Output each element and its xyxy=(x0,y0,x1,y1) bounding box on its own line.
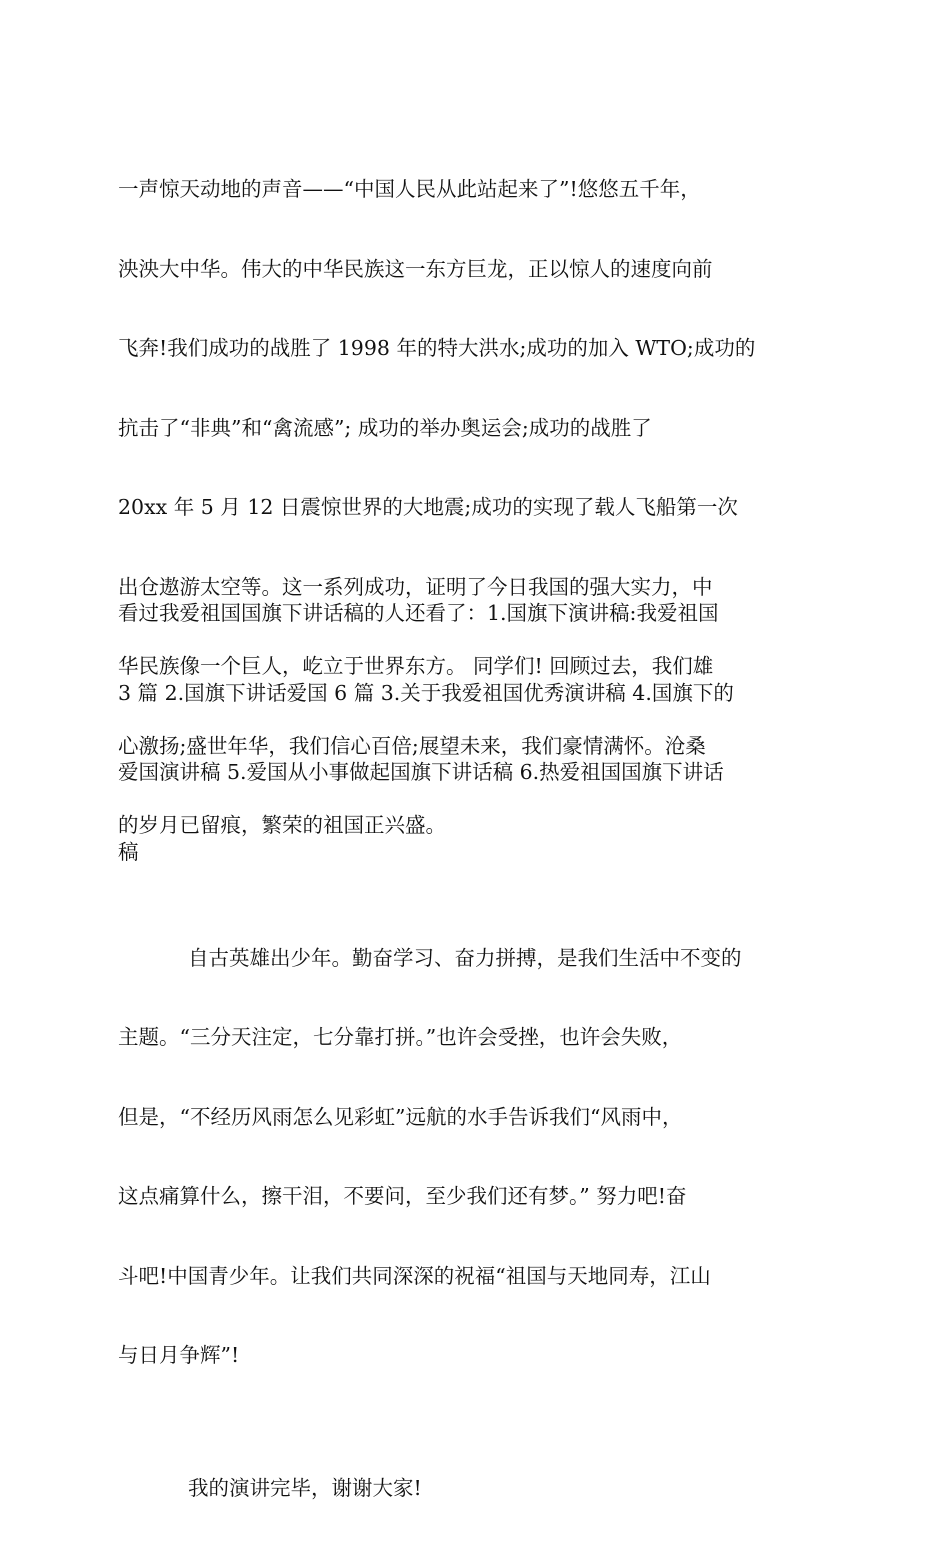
related-articles xyxy=(118,547,818,918)
text-line: 这点痛算什么，擦干泪，不要问，至少我们还有梦。” 努力吧!奋 xyxy=(118,1183,818,1210)
text-line: 飞奔!我们成功的战胜了 1998 年的特大洪水;成功的加入 WTO;成功的 xyxy=(118,335,818,362)
text-line: 但是，“不经历风雨怎么见彩虹”远航的水手告诉我们“风雨中， xyxy=(118,1104,818,1131)
text-line: 主题。“三分天注定，七分靠打拼。”也许会受挫，也许会失败， xyxy=(118,1024,818,1051)
text-line: 华民族像一个巨人，屹立于世界东方。 同学们! 回顾过去，我们雄 xyxy=(118,653,818,680)
text-line: 斗吧!中国青少年。让我们共同深深的祝福“祖国与天地同寿，江山 xyxy=(118,1263,818,1290)
text-line: 20xx 年 5 月 12 日震惊世界的大地震;成功的实现了载人飞船第一次 xyxy=(118,494,818,521)
closing-line: 我的演讲完毕，谢谢大家! xyxy=(118,1475,818,1502)
text-line: 3 篇 2.国旗下讲话爱国 6 篇 3.关于我爱祖国优秀演讲稿 4.国旗下的 xyxy=(118,680,818,707)
text-line: 的岁月已留痕，繁荣的祖国正兴盛。 xyxy=(118,812,818,839)
text-line: 与日月争辉”! xyxy=(118,1342,818,1369)
text-line: 稿 xyxy=(118,839,818,866)
text-line: 抗击了“非典”和“禽流感”; 成功的举办奥运会;成功的战胜了 xyxy=(118,415,818,442)
paragraph-3 xyxy=(118,1422,818,1554)
text-line: 心激扬;盛世年华，我们信心百倍;展望未来，我们豪情满怀。沧桑 xyxy=(118,733,818,760)
text-line: 出仓遨游太空等。这一系列成功，证明了今日我国的强大实力，中 xyxy=(118,574,818,601)
related-paragraph xyxy=(118,547,818,918)
text-line: 看过我爱祖国国旗下讲话稿的人还看了：1.国旗下演讲稿:我爱祖国 xyxy=(118,600,818,627)
text-line: 泱泱大中华。伟大的中华民族这一东方巨龙，正以惊人的速度向前 xyxy=(118,256,818,283)
paragraph-2 xyxy=(118,892,818,1422)
text-line: 爱国演讲稿 5.爱国从小事做起国旗下讲话稿 6.热爱祖国国旗下讲话 xyxy=(118,759,818,786)
text-line: 一声惊天动地的声音——“中国人民从此站起来了”!悠悠五千年， xyxy=(118,176,818,203)
text-line: 自古英雄出少年。勤奋学习、奋力拼搏，是我们生活中不变的 xyxy=(118,945,818,972)
